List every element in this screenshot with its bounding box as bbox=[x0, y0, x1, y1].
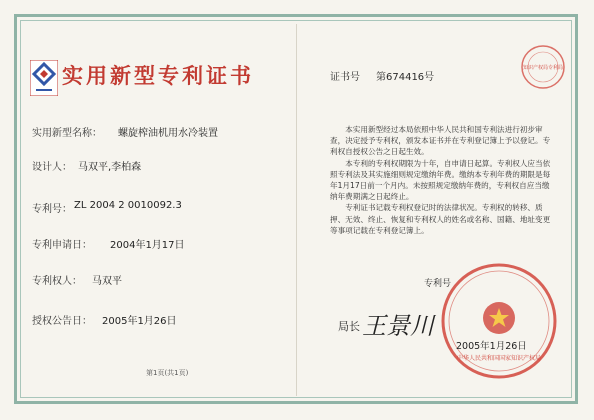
name-label: 实用新型名称： bbox=[32, 128, 102, 139]
owner-label: 专利权人： bbox=[32, 276, 82, 287]
issue-date: 2005年1月26日 bbox=[456, 341, 527, 352]
name-value: 螺旋榨油机用水冷装置 bbox=[118, 128, 218, 139]
patent-no-label: 专利号： bbox=[32, 204, 72, 215]
apply-date-value: 2004年1月17日 bbox=[110, 240, 185, 251]
owner-value: 马双平 bbox=[92, 276, 122, 287]
patent-no-label-2: 专利号 bbox=[424, 279, 452, 289]
certificate-body bbox=[330, 124, 552, 236]
patent-office-logo-icon bbox=[30, 60, 58, 96]
inventor-label: 设计人： bbox=[32, 162, 72, 173]
seal-text: 中华人民共和国国家知识产权局 bbox=[456, 355, 542, 362]
body-paragraph-3: 专利证书记载专利权登记时的法律状况。专利权的转移、质押、无效、终止、恢复和专利权人的姓名或名称、国籍、地址变更等事项记载在专利登记簿上。 bbox=[330, 203, 551, 235]
certificate-title: 实用新型专利证书 bbox=[62, 63, 254, 88]
official-seal bbox=[440, 262, 558, 380]
page-footer: 第1页(共1页) bbox=[146, 369, 189, 377]
fold-line bbox=[296, 24, 297, 396]
body-paragraph-2: 本专利的专利权期限为十年，自申请日起算。专利权人应当依照专利法及其实施细则规定缴纳年费。缴纳本专利年费的期限是每年1月17日前一个月内。未按照规定缴纳年费的，专利权自应当缴纳年费期满之日起终止。 bbox=[330, 158, 551, 202]
director-signature: 王景川 bbox=[362, 312, 434, 340]
small-stamp-text: 知识产权局专利局 bbox=[522, 65, 564, 71]
inventor-value: 马双平,李柏森 bbox=[78, 162, 142, 173]
grant-date-label: 授权公告日： bbox=[32, 316, 92, 327]
grant-date-value: 2005年1月26日 bbox=[102, 316, 177, 327]
small-seal-stamp bbox=[520, 44, 566, 90]
cert-no-value: 第674416号 bbox=[376, 72, 435, 83]
director-label: 局长 bbox=[338, 320, 360, 333]
patent-no-value: ZL 2004 2 0010092.3 bbox=[74, 200, 182, 211]
apply-date-label: 专利申请日： bbox=[32, 240, 92, 251]
body-paragraph-1: 本实用新型经过本局依照中华人民共和国专利法进行初步审查，决定授予专利权，颁发本证书并在专利登记簿上予以登记。专利权自授权公告之日起生效。 bbox=[330, 125, 551, 157]
cert-no-label: 证书号 bbox=[330, 72, 360, 83]
